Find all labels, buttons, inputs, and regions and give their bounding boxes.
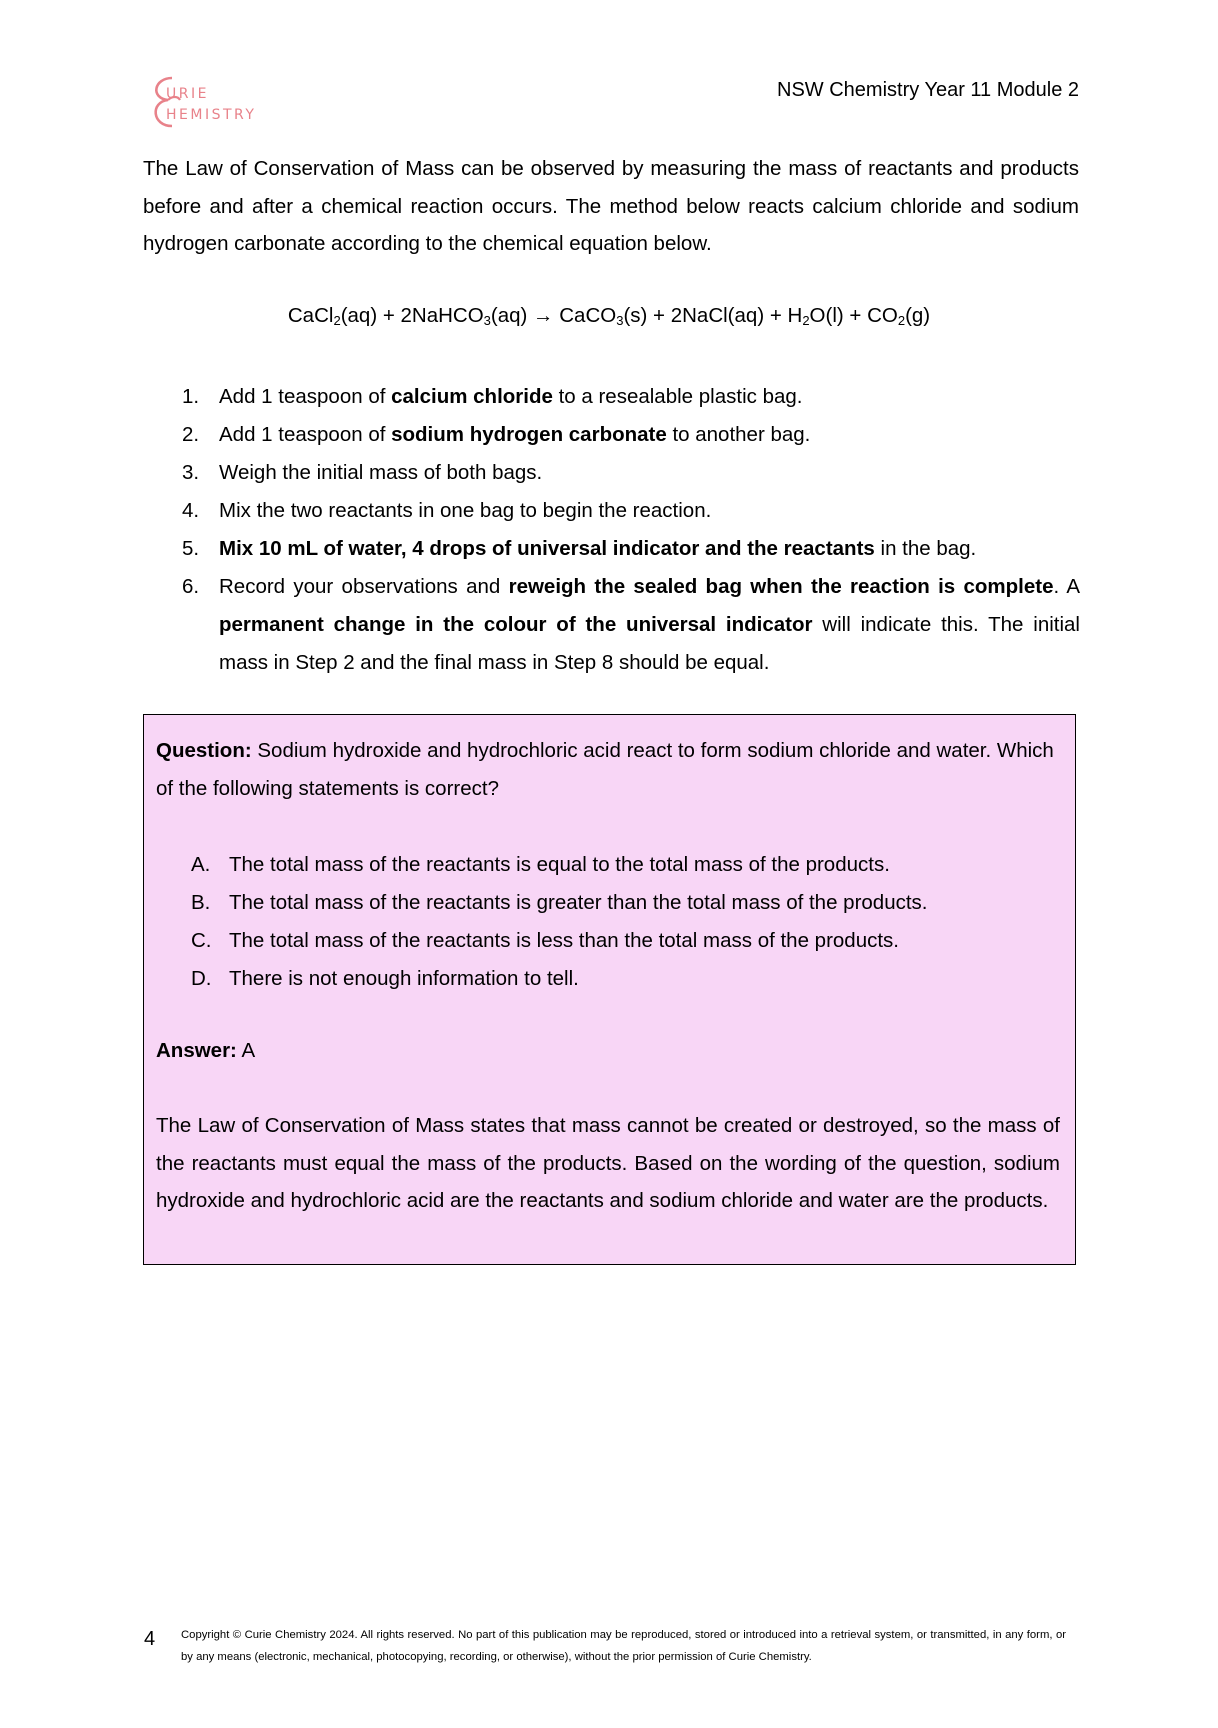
- chemical-equation: CaCl$_2$(aq) + 2NaHCO$_3$(aq) → CaCO$_3$(s) + 2NaCl(aq) + $H_2O(l) + CO_2(g)$: [287, 304, 931, 328]
- question-box: [143, 714, 1076, 1265]
- question-label: Question:: [156, 739, 252, 762]
- method-step: 5. Mix 10 mL of water, 4 drops of universal indicator and the reactants in the bag.: [182, 537, 977, 560]
- method-steps: [180, 378, 1080, 682]
- method-step: 2. Add 1 teaspoon of sodium hydrogen carbonate to another bag.: [182, 423, 811, 446]
- logo-mark-icon: [146, 72, 206, 132]
- option-a: A. The total mass of the reactants is equal to the total mass of the products.: [191, 853, 890, 876]
- answer-line: [156, 1032, 255, 1070]
- option-d: D. There is not enough information to tell.: [191, 967, 579, 990]
- curie-chemistry-logo: [146, 72, 286, 132]
- answer-options: [191, 846, 1051, 998]
- question-text: Question: Sodium hydroxide and hydrochloric acid react to form sodium chloride and water. Which of the following statements is correct?: [156, 739, 1054, 800]
- option-b: B. The total mass of the reactants is greater than the total mass of the products.: [191, 891, 928, 914]
- answer-explanation: The Law of Conservation of Mass states that mass cannot be created or destroyed, so the mass of the reactants must equal the mass of the products. Based on the wording of the question, sodium hydroxide and hydrochloric acid are the reactants and sodium chloride and water are the products.: [156, 1114, 1060, 1212]
- copyright-notice: Copyright © Curie Chemistry 2024. All rights reserved. No part of this publication may be reproduced, stored or introduced into a retrieval system, or transmitted, in any form, or by any means (electronic, mechanical, photocopying, recording, or otherwise), without the prior permission of Curie Chemistry.: [181, 1629, 1066, 1663]
- option-c: C. The total mass of the reactants is less than the total mass of the products.: [191, 929, 900, 952]
- method-step: 1. Add 1 teaspoon of calcium chloride to a resealable plastic bag.: [182, 385, 803, 408]
- answer-label: Answer:: [156, 1039, 237, 1062]
- method-step: 3. Weigh the initial mass of both bags.: [182, 461, 543, 484]
- page-number: 4: [144, 1628, 156, 1650]
- method-step: 6. Record your observations and reweigh the sealed bag when the reaction is complete. A permanent change in the colour of the universal indicator will indicate this. The initial mass in Step 2 and the final mass in Step 8 should be equal.: [182, 575, 1081, 674]
- method-step: 4. Mix the two reactants in one bag to begin the reaction.: [182, 499, 712, 522]
- logo-word-hemistry: HEMISTRY: [166, 107, 257, 123]
- answer-value: A: [236, 1039, 256, 1062]
- logo-word-urie: URIE: [166, 86, 209, 102]
- intro-paragraph: The Law of Conservation of Mass can be observed by measuring the mass of reactants and products before and after a chemical reaction occurs. The method below reacts calcium chloride and sodium hydrogen carbonate according to the chemical equation below.: [143, 157, 1079, 255]
- header-title: NSW Chemistry Year 11 Module 2: [777, 79, 1079, 101]
